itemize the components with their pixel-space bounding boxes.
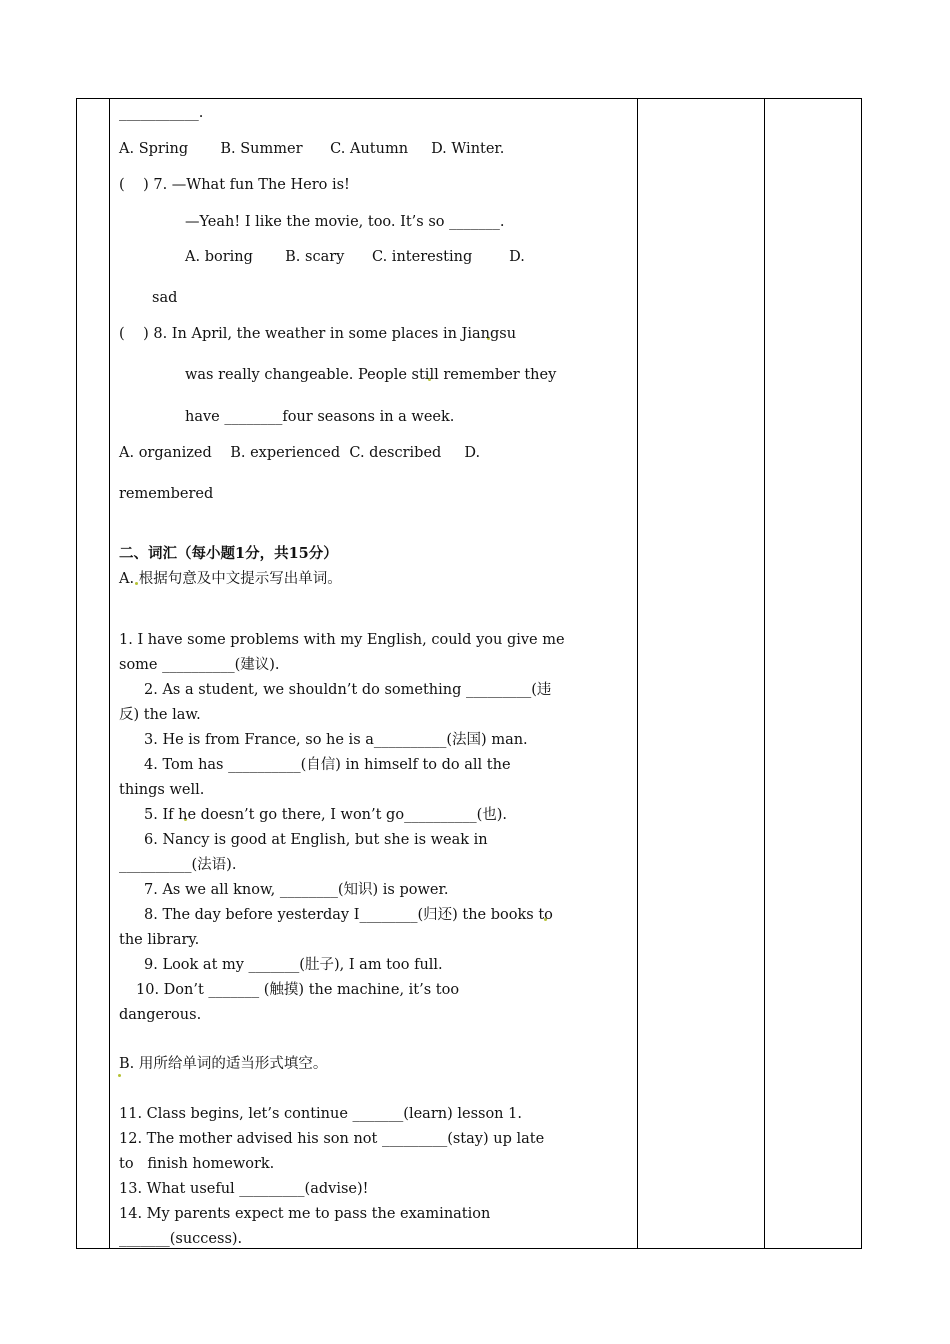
text-line: 14. My parents expect me to pass the examination — [119, 1206, 491, 1222]
decorative-dot — [118, 1074, 121, 1077]
text-line: A. boring B. scary C. interesting D. — [185, 249, 525, 265]
text-line: 11. Class begins, let’s continue _______(learn) lesson 1. — [119, 1106, 522, 1122]
text-line: 10. Don’t _______ (触摸) the machine, it’s too — [136, 982, 460, 998]
text-line: ___________. — [119, 105, 204, 121]
text-line: 9. Look at my _______(肚子), I am too full. — [144, 957, 443, 973]
text-line: A. organized B. experienced C. described D. — [119, 445, 481, 461]
text-line: the library. — [119, 932, 200, 948]
text-line: sad — [152, 290, 178, 306]
table-column-divider — [637, 99, 638, 1248]
text-line: ( ) 8. In April, the weather in some places in Jiangsu — [119, 326, 517, 342]
text-line: 8. The day before yesterday I________(归还) the books to — [144, 907, 553, 923]
table-column-divider — [764, 99, 765, 1248]
text-line: 5. If he doesn’t go there, I won’t go__________(也). — [144, 807, 507, 823]
text-line: __________(法语). — [119, 857, 237, 873]
text-line: 12. The mother advised his son not _________(stay) up late — [119, 1131, 545, 1147]
text-line: 7. As we all know, ________(知识) is power. — [144, 882, 449, 898]
text-line: 13. What useful _________(advise)! — [119, 1181, 369, 1197]
text-line: some __________(建议). — [119, 657, 280, 673]
text-line: things well. — [119, 782, 205, 798]
text-line: 6. Nancy is good at English, but she is weak in — [144, 832, 488, 848]
text-line: have ________four seasons in a week. — [185, 409, 455, 425]
text-line: —Yeah! I like the movie, too. It’s so _______. — [185, 214, 505, 230]
text-line: B. 用所给单词的适当形式填空。 — [119, 1056, 328, 1072]
text-line: 反) the law. — [119, 707, 201, 723]
text-line: remembered — [119, 486, 214, 502]
text-line: was really changeable. People still remember they — [185, 367, 557, 383]
text-line: 2. As a student, we shouldn’t do something _________(违 — [144, 682, 552, 698]
text-line: ( ) 7. —What fun The Hero is! — [119, 177, 350, 193]
text-line: A. 根据句意及中文提示写出单词。 — [119, 571, 342, 587]
text-line: A. Spring B. Summer C. Autumn D. Winter. — [119, 141, 505, 157]
text-line: to finish homework. — [119, 1156, 275, 1172]
text-line: _______(success). — [119, 1231, 243, 1247]
text-line: 二、词汇（每小题1分，共15分） — [119, 545, 338, 562]
table-column-divider — [109, 99, 110, 1248]
text-line: 3. He is from France, so he is a__________(法国) man. — [144, 732, 528, 748]
text-line: dangerous. — [119, 1007, 202, 1023]
text-line: 1. I have some problems with my English, could you give me — [119, 632, 565, 648]
text-line: 4. Tom has __________(自信) in himself to do all the — [144, 757, 511, 773]
